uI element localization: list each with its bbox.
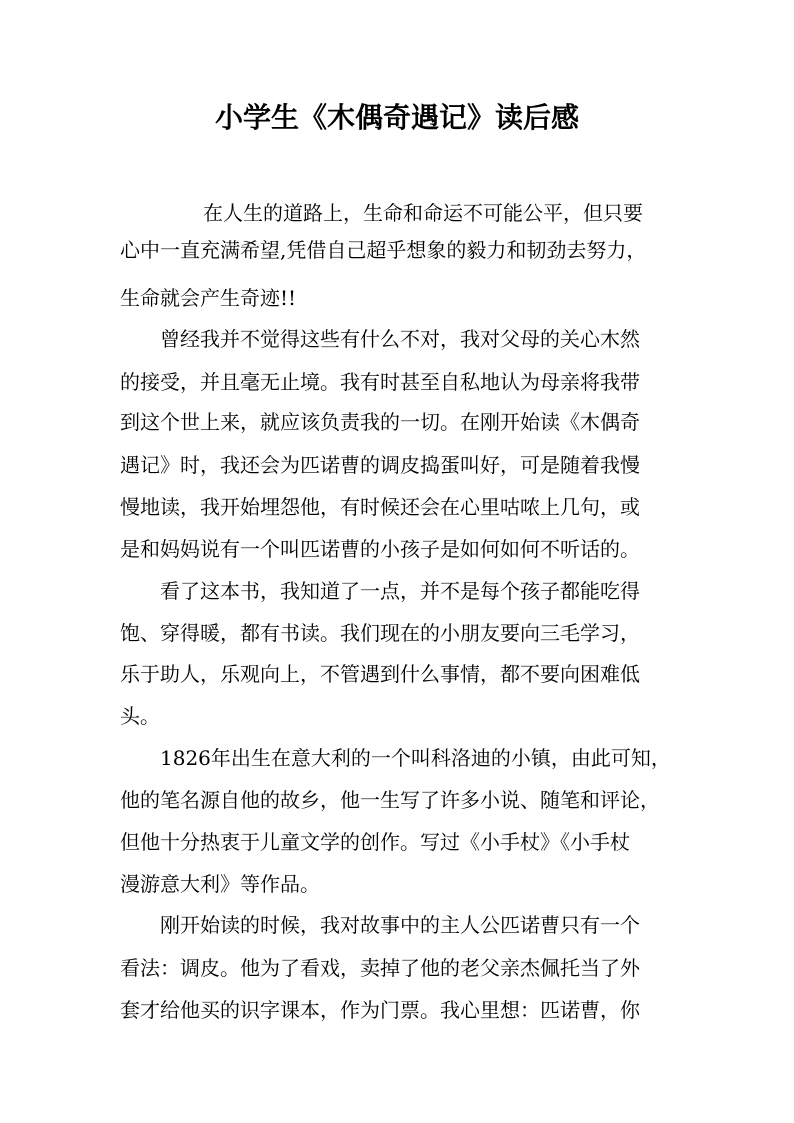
paragraph-2-line-6: 是和妈妈说有一个叫匹诺曹的小孩子是如何如何不听话的。 — [120, 537, 640, 561]
paragraph-5-line-3: 套才给他买的识字课本，作为门票。我心里想：匹诺曹，你 — [120, 998, 640, 1022]
paragraph-3-line-3: 乐于助人，乐观向上，不管遇到什么事情，都不要向困难低 — [120, 662, 640, 686]
paragraph-2-line-1: 曾经我并不觉得这些有什么不对，我对父母的关心木然 — [160, 327, 640, 351]
paragraph-1-line-3: 生命就会产生奇迹!! — [120, 286, 297, 310]
paragraph-2-line-4: 遇记》时，我还会为匹诺曹的调皮捣蛋叫好，可是随着我慢 — [120, 453, 640, 477]
paragraph-5-line-1: 刚开始读的时候，我对故事中的主人公匹诺曹只有一个 — [160, 913, 640, 937]
paragraph-4-line-1: 1826年出生在意大利的一个叫科洛迪的小镇，由此可知， — [160, 746, 671, 770]
paragraph-3-line-2: 饱、穿得暖，都有书读。我们现在的小朋友要向三毛学习， — [120, 621, 640, 645]
paragraph-4-line-2: 他的笔名源自他的故乡，他一生写了许多小说、随笔和评论， — [120, 788, 660, 812]
paragraph-4-line-3: 但他十分热衷于儿童文学的创作。写过《小手杖》《小手杖 — [120, 830, 630, 854]
paragraph-3-line-1: 看了这本书，我知道了一点，并不是每个孩子都能吃得 — [160, 579, 640, 603]
page-title: 小学生《木偶奇遇记》读后感 — [214, 101, 579, 134]
paragraph-4-line-4: 漫游意大利》等作品。 — [120, 872, 320, 896]
paragraph-3-line-4: 头。 — [120, 704, 160, 728]
paragraph-2-line-3: 到这个世上来，就应该负责我的一切。在刚开始读《木偶奇 — [120, 410, 640, 434]
paragraph-5-line-2: 看法：调皮。他为了看戏，卖掉了他的老父亲杰佩托当了外 — [120, 956, 640, 980]
paragraph-2-line-2: 的接受，并且毫无止境。我有时甚至自私地认为母亲将我带 — [120, 370, 640, 394]
paragraph-1-line-2: 心中一直充满希望,凭借自己超乎想象的毅力和韧劲去努力， — [120, 238, 647, 262]
paragraph-1-line-1: 在人生的道路上，生命和命运不可能公平，但只要 — [203, 201, 643, 225]
paragraph-2-line-5: 慢地读，我开始埋怨他，有时候还会在心里咕哝上几句，或 — [120, 495, 640, 519]
